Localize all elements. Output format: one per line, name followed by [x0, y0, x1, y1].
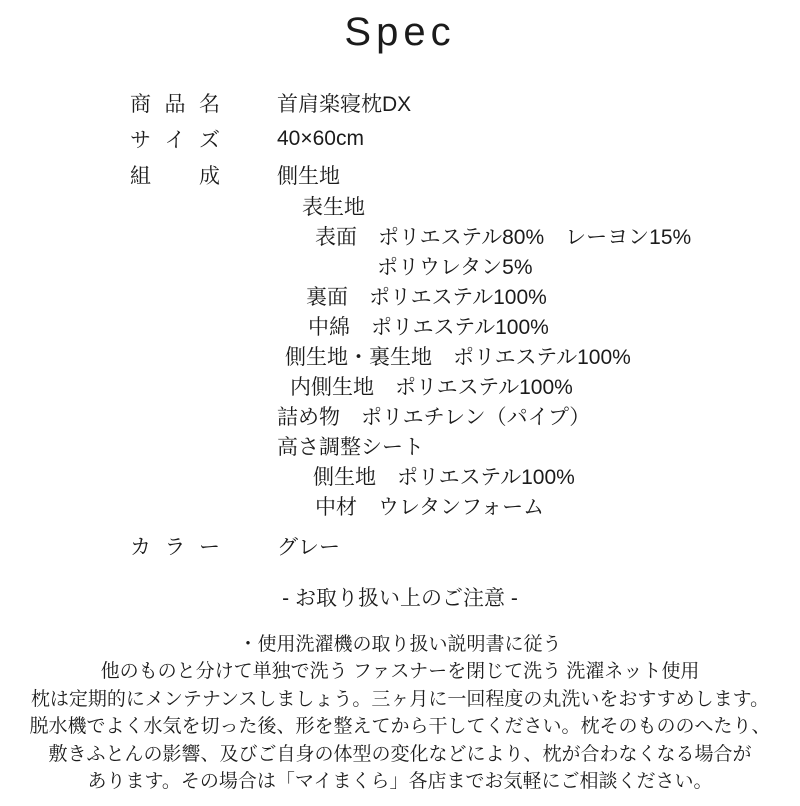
- spec-label-char: ラ: [164, 535, 186, 559]
- spec-row-color: [0, 528, 800, 564]
- spec-row-0: [0, 85, 800, 121]
- spec-row-2: [0, 157, 800, 193]
- composition-line: 内側生地 ポリエステル100%: [290, 375, 573, 399]
- spec-page: [0, 6, 800, 806]
- spec-row-label: [130, 531, 220, 561]
- spec-label-char: 品: [164, 92, 186, 116]
- spec-row-label: [130, 160, 220, 190]
- spec-row-label: [130, 88, 220, 118]
- spec-label-char: カ: [130, 535, 151, 559]
- note-line: ・使用洗濯機の取り扱い説明書に従う: [238, 633, 562, 655]
- composition-line: ポリウレタン5%: [377, 255, 533, 279]
- note-line: 敷きふとんの影響、及びご自身の体型の変化などにより、枕が合わなくなる場合が: [48, 743, 752, 765]
- spec-label-char: イ: [164, 128, 186, 152]
- spec-label-char: ー: [199, 535, 220, 559]
- care-notes-heading: - お取り扱い上のご注意 -: [282, 586, 518, 610]
- spec-label-char: 名: [199, 92, 220, 116]
- spec-label-char: 商: [130, 92, 151, 116]
- composition-line: 表生地: [302, 195, 365, 219]
- note-line: 枕は定期的にメンテナンスしましょう。三ヶ月に一回程度の丸洗いをおすすめします。: [30, 688, 770, 710]
- spec-row-1: [0, 121, 800, 157]
- spec-label-char: 成: [199, 164, 220, 188]
- spec-row-value: グレー: [277, 535, 340, 559]
- composition-line: 側生地 ポリエステル100%: [313, 465, 575, 489]
- composition-line: 裏面 ポリエステル100%: [306, 285, 547, 309]
- composition-line: 側生地・裏生地 ポリエステル100%: [285, 345, 631, 369]
- note-line: 他のものと分けて単独で洗う ファスナーを閉じて洗う 洗濯ネット使用: [100, 661, 700, 683]
- spec-label-char: ズ: [199, 128, 220, 152]
- composition-line: 中材 ウレタンフォーム: [315, 495, 545, 519]
- composition-line: 表面 ポリエステル80% レーヨン15%: [315, 225, 692, 249]
- spec-row-value: 首肩楽寝枕DX: [277, 92, 412, 116]
- spec-table: [0, 85, 800, 564]
- spec-label-char: サ: [130, 128, 151, 152]
- spec-label-char: 組: [130, 164, 151, 188]
- composition-line: 中綿 ポリエステル100%: [308, 315, 549, 339]
- spec-row-value: 側生地: [277, 164, 340, 188]
- spec-row-value: 40×60cm: [277, 126, 364, 150]
- note-line: あります。その場合は「マイまくら」各店までお気軽にご相談ください。: [87, 771, 713, 793]
- care-notes: [0, 631, 800, 796]
- composition-line: 詰め物 ポリエチレン（パイプ）: [277, 405, 591, 429]
- page-title: Spec: [344, 10, 456, 54]
- composition-line: 高さ調整シート: [277, 435, 424, 459]
- note-line: 脱水機でよく水気を切った後、形を整えてから干してください。枕そのもののへたり、: [29, 716, 771, 738]
- spec-row-label: [130, 124, 220, 154]
